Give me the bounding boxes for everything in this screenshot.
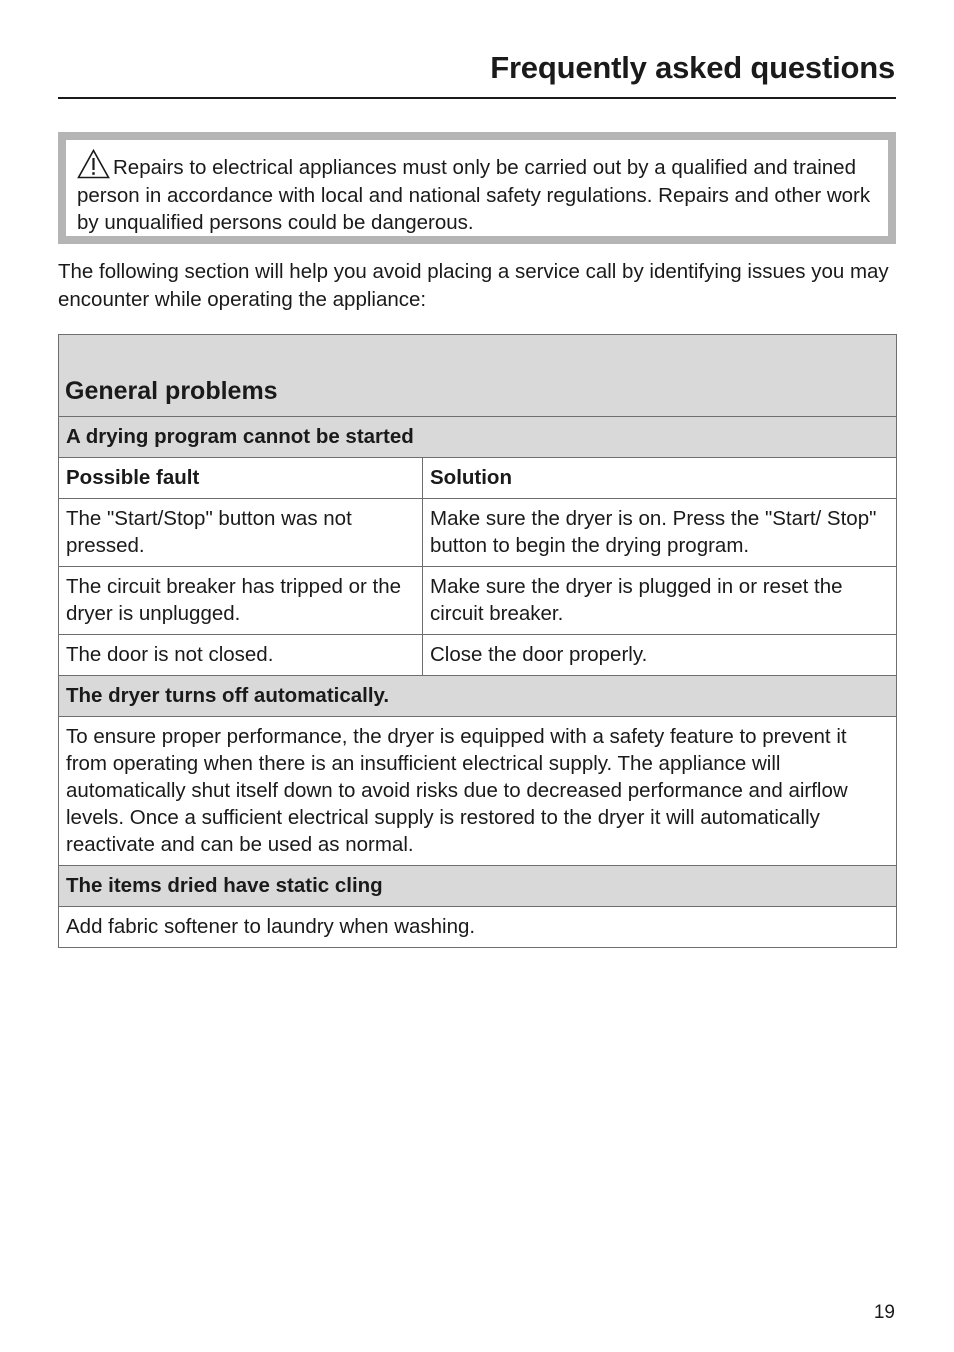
solution-cell: Make sure the dryer is on. Press the "Start/ Stop" button to begin the drying program. (423, 499, 897, 567)
warning-text: Repairs to electrical appliances must only be carried out by a qualified and trained person in accordance with local and national safety regulations. Repairs and other work by unqualified persons could be dangerous. (77, 156, 871, 234)
faq-table (58, 334, 897, 948)
intro-paragraph: The following section will help you avoid placing a service call by identifying issues you may encounter while operating the appliance: (58, 260, 889, 311)
problem-description: Add fabric softener to laundry when washing. (59, 907, 897, 948)
fault-cell: The circuit breaker has tripped or the dryer is unplugged. (59, 567, 423, 635)
fault-cell: The door is not closed. (59, 635, 423, 676)
column-header-solution: Solution (423, 458, 897, 499)
warning-paragraph (77, 149, 878, 237)
table-row (59, 499, 897, 567)
problem-heading: The items dried have static cling (59, 866, 897, 907)
section-title: General problems (59, 335, 897, 417)
table-row (59, 635, 897, 676)
problem-heading: A drying program cannot be started (59, 417, 897, 458)
problem-description: To ensure proper performance, the dryer is equipped with a safety feature to prevent it from operating when there is an insufficient electrical supply. The appliance will automatically shut itself down to avoid risks due to decreased performance and airflow levels. Once a sufficient electrical supply is restored to the dryer it will automatically reactivate and can be used as normal. (59, 717, 897, 866)
warning-triangle-icon (77, 149, 110, 179)
fault-cell: The "Start/Stop" button was not pressed. (59, 499, 423, 567)
warning-box (58, 132, 896, 244)
page-title: Frequently asked questions (490, 50, 895, 85)
column-header-fault: Possible fault (59, 458, 423, 499)
solution-cell: Close the door properly. (423, 635, 897, 676)
page-number: 19 (873, 1302, 895, 1323)
problem-heading: The dryer turns off automatically. (59, 676, 897, 717)
table-row (59, 567, 897, 635)
solution-cell: Make sure the dryer is plugged in or reset the circuit breaker. (423, 567, 897, 635)
title-divider (58, 97, 896, 99)
